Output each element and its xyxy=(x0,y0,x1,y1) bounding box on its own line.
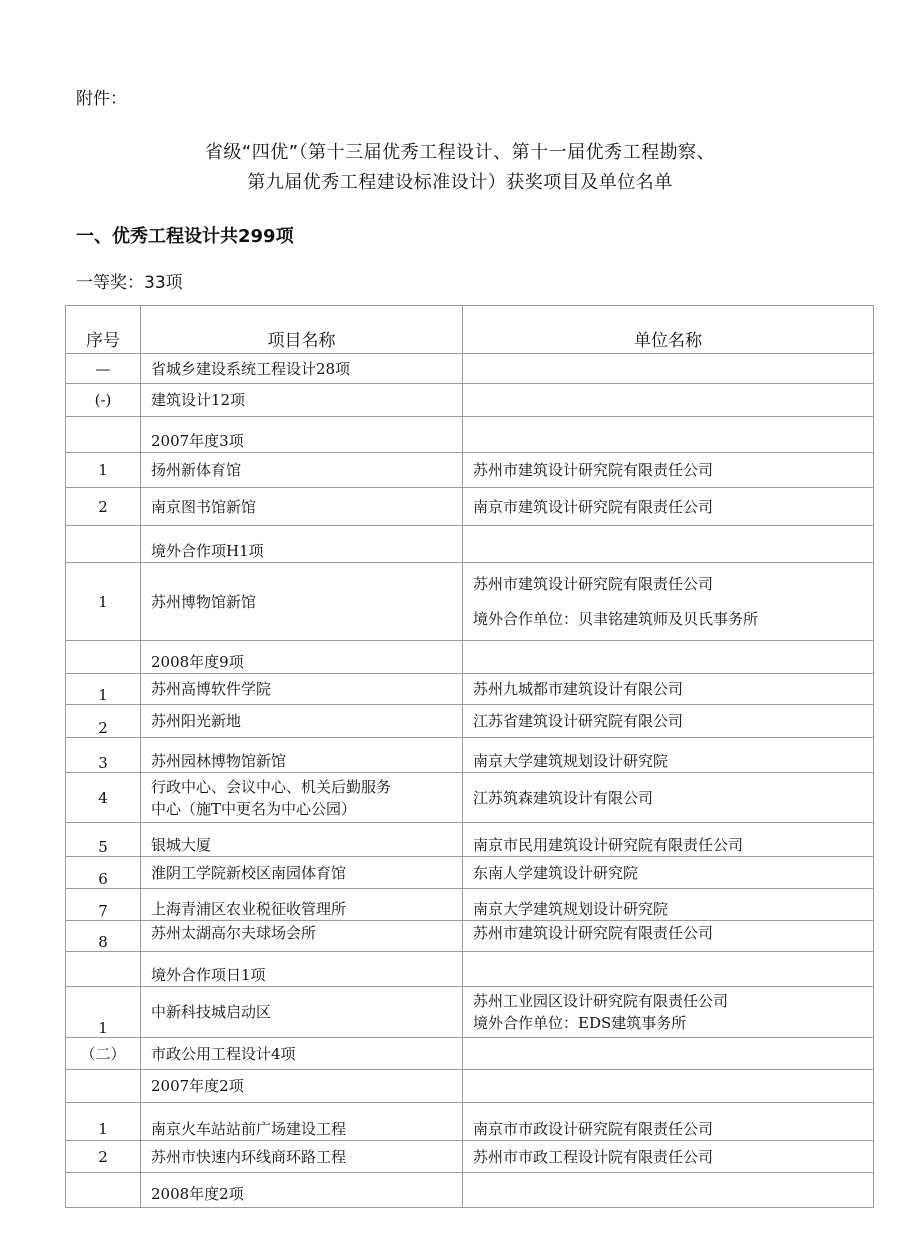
row-project: 2008年度9项 xyxy=(141,641,463,674)
row-unit: 苏州市建筑设计研究院有限责任公司 xyxy=(463,921,874,952)
row-project: 南京火车站站前广场建设工程 xyxy=(141,1103,463,1141)
document-title-line2: 第九届优秀工程建设标准设计）获奖项目及单位名单 xyxy=(247,172,673,193)
row-no xyxy=(66,526,141,563)
table-row xyxy=(66,773,874,823)
table-row xyxy=(66,738,874,773)
row-project: 苏州高博软件学院 xyxy=(141,674,463,705)
header-project-name: 项目名称 xyxy=(141,306,463,354)
row-unit: 江苏省建筑设计研究院有限公司 xyxy=(463,705,874,738)
row-no: 8 xyxy=(66,921,141,952)
row-project: 苏州博物馆新馆 xyxy=(141,563,463,641)
row-no: 1 xyxy=(66,1103,141,1141)
table-row xyxy=(66,384,874,417)
table-row xyxy=(66,1141,874,1173)
row-unit xyxy=(463,952,874,987)
row-unit: 南京市市政设计研究院有限责任公司 xyxy=(463,1103,874,1141)
row-unit-partner: 境外合作单位：贝聿铭建筑师及贝氏事务所 xyxy=(473,609,759,628)
row-project: 2007年度3项 xyxy=(141,417,463,453)
row-no: 2 xyxy=(66,705,141,738)
table-row xyxy=(66,952,874,987)
row-unit xyxy=(463,1173,874,1208)
row-project: 建筑设计12项 xyxy=(141,384,463,417)
row-unit xyxy=(463,384,874,417)
row-project: 苏州市快速内环线商环路工程 xyxy=(141,1141,463,1173)
row-unit: 东南人学建筑设计研究院 xyxy=(463,857,874,889)
row-project: 境外合作项H1项 xyxy=(141,526,463,563)
table-row xyxy=(66,453,874,488)
row-no: （二） xyxy=(66,1038,141,1070)
table-header-row xyxy=(66,306,874,354)
row-unit xyxy=(463,1070,874,1103)
row-no: 3 xyxy=(66,738,141,773)
row-unit xyxy=(463,354,874,384)
row-unit: 苏州九城都市建筑设计有限公司 xyxy=(463,674,874,705)
row-project-cell xyxy=(141,773,463,823)
row-unit-cell xyxy=(463,987,874,1038)
row-no: (-) xyxy=(66,384,141,417)
row-no xyxy=(66,952,141,987)
table-row xyxy=(66,1070,874,1103)
table-row xyxy=(66,1173,874,1208)
row-project: 中新科技城启动区 xyxy=(141,987,463,1038)
row-project: 苏州园林博物馆新馆 xyxy=(141,738,463,773)
row-no: 1 xyxy=(66,563,141,641)
row-project: 扬州新体育馆 xyxy=(141,453,463,488)
row-unit: 苏州市建筑设计研究院有限责任公司 xyxy=(473,574,714,593)
row-project: 银城大厦 xyxy=(141,823,463,857)
row-unit xyxy=(463,417,874,453)
header-unit-name: 单位名称 xyxy=(463,306,874,354)
table-row xyxy=(66,354,874,384)
row-project: 2008年度2项 xyxy=(141,1173,463,1208)
attachment-label: 附件： xyxy=(76,89,127,109)
table-row xyxy=(66,563,874,641)
document-title-line1: 省级“四优”（第十三届优秀工程设计、第十一届优秀工程勘察、 xyxy=(204,142,716,163)
table-row xyxy=(66,987,874,1038)
row-no: 7 xyxy=(66,889,141,921)
row-no: 6 xyxy=(66,857,141,889)
row-project: 南京图书馆新馆 xyxy=(141,488,463,526)
row-no: 5 xyxy=(66,823,141,857)
table-row xyxy=(66,1103,874,1141)
row-no: 2 xyxy=(66,488,141,526)
table-row xyxy=(66,705,874,738)
row-unit: 南京大学建筑规划设计研究院 xyxy=(463,738,874,773)
row-unit: 南京大学建筑规划设计研究院 xyxy=(463,889,874,921)
row-unit xyxy=(463,526,874,563)
row-project: 境外合作项日1项 xyxy=(141,952,463,987)
row-unit: 苏州工业园区设计研究院有限责任公司 xyxy=(473,992,729,1010)
row-unit: 南京市建筑设计研究院有限责任公司 xyxy=(463,488,874,526)
table-row xyxy=(66,417,874,453)
row-project: 市政公用工程设计4项 xyxy=(141,1038,463,1070)
row-no xyxy=(66,641,141,674)
row-no: 1 xyxy=(66,674,141,705)
row-project-line2: 中心（施T中更名为中心公园） xyxy=(151,799,357,818)
row-no: 1 xyxy=(66,987,141,1038)
row-project: 淮阴工学院新校区南园体育馆 xyxy=(141,857,463,889)
row-no: 1 xyxy=(66,453,141,488)
row-project: 苏州阳光新地 xyxy=(141,705,463,738)
row-no xyxy=(66,417,141,453)
row-unit xyxy=(463,641,874,674)
table-row xyxy=(66,921,874,952)
table-row xyxy=(66,526,874,563)
table-row xyxy=(66,857,874,889)
table-row xyxy=(66,1038,874,1070)
row-unit xyxy=(463,1038,874,1070)
row-unit: 南京市民用建筑设计研究院有限责任公司 xyxy=(463,823,874,857)
award-heading: 一等奖：33项 xyxy=(76,273,183,293)
row-unit: 苏州市市政工程设计院有限责任公司 xyxy=(463,1141,874,1173)
row-no xyxy=(66,1070,141,1103)
row-project: 上海青浦区农业税征收管理所 xyxy=(141,889,463,921)
row-no: 2 xyxy=(66,1141,141,1173)
table-row xyxy=(66,674,874,705)
row-unit: 江苏筑森建筑设计有限公司 xyxy=(463,773,874,823)
row-project: 苏州太湖高尔夫球场会所 xyxy=(141,921,463,952)
award-table xyxy=(65,305,874,1208)
row-project: 行政中心、会议中心、机关后勤服务 xyxy=(151,777,392,796)
table-row xyxy=(66,823,874,857)
row-no: 4 xyxy=(66,773,141,823)
table-row xyxy=(66,889,874,921)
row-unit-cell xyxy=(463,563,874,641)
table-row xyxy=(66,641,874,674)
row-no: — xyxy=(66,354,141,384)
table-row xyxy=(66,488,874,526)
row-no xyxy=(66,1173,141,1208)
row-unit: 苏州市建筑设计研究院有限责任公司 xyxy=(463,453,874,488)
row-unit-partner: 境外合作单位：EDS建筑事务所 xyxy=(473,1014,687,1032)
header-no: 序号 xyxy=(66,306,141,354)
row-project: 省城乡建设系统工程设计28项 xyxy=(141,354,463,384)
row-project: 2007年度2项 xyxy=(141,1070,463,1103)
section-heading: 一、优秀工程设计共299项 xyxy=(76,226,294,247)
